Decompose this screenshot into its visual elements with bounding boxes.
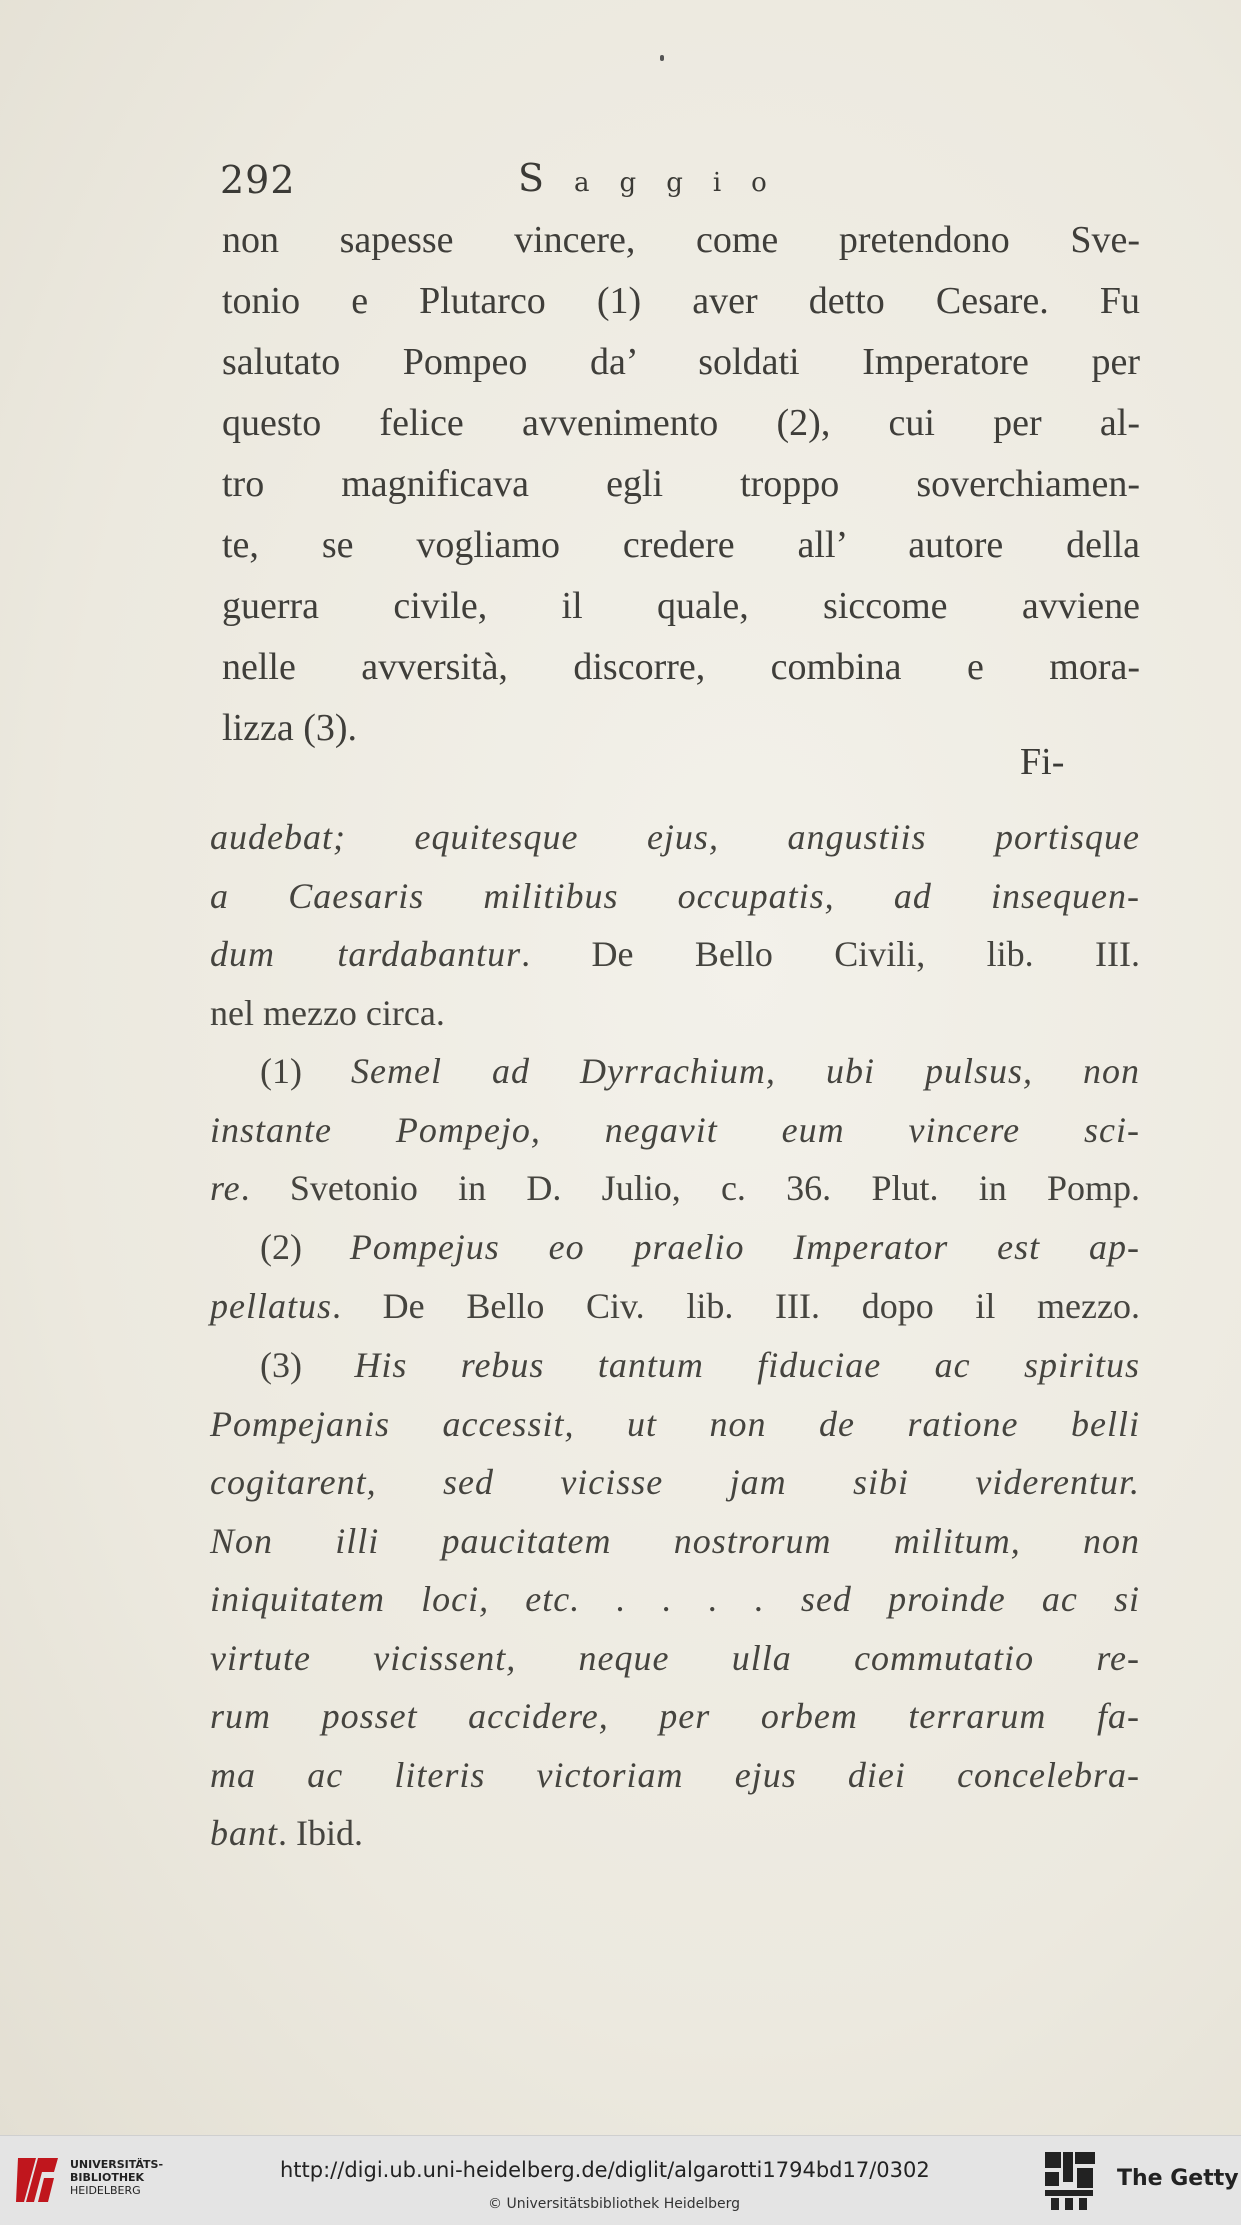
- citation-text: . De Bello Civ. lib. III. dopo il mezzo.: [332, 1285, 1140, 1326]
- footnote-line: [210, 1336, 1140, 1395]
- footnote-2: [210, 1218, 1140, 1335]
- text-line: te, se vogliamo credere all’ autore della: [222, 524, 1140, 566]
- latin-quotation: pellatus: [210, 1285, 332, 1326]
- citation-text: . Svetonio in D. Julio, c. 36. Plut. in Pomp.: [240, 1168, 1140, 1208]
- copyright-notice: © Universitätsbibliothek Heidelberg: [488, 2196, 741, 2212]
- latin-quotation: virtute vicissent, neque ulla commutatio re-: [210, 1637, 1140, 1678]
- footnote-line: [210, 1570, 1140, 1629]
- text-line: lizza (3).: [222, 707, 358, 749]
- footnote-line: [210, 1218, 1140, 1277]
- latin-quotation: a Caesaris militibus occupatis, ad insequen-: [210, 875, 1140, 916]
- footnote-line: [210, 1512, 1140, 1571]
- footnote-1: [210, 1042, 1140, 1218]
- university-library-logo: [14, 2152, 62, 2208]
- footnote-line: [210, 1101, 1140, 1160]
- getty-logo: [1043, 2150, 1098, 2212]
- text-line: tro magnificava egli troppo soverchiamen-: [222, 463, 1140, 505]
- footnote-line: [210, 1453, 1140, 1512]
- footer-bar: [0, 2135, 1241, 2225]
- citation-text: . Ibid.: [278, 1813, 364, 1853]
- latin-quotation: ma ac literis victoriam ejus diei concelebra-: [210, 1754, 1140, 1795]
- text-line: nelle avversità, discorre, combina e mora-: [222, 646, 1140, 688]
- footnote-line: [210, 1804, 1140, 1863]
- footnote-line: [210, 1395, 1140, 1454]
- latin-quotation: His rebus tantum fiduciae ac spiritus: [354, 1345, 1140, 1385]
- text-line: questo felice avvenimento (2), cui per al-: [222, 402, 1140, 444]
- latin-quotation: dum tardabantur: [210, 934, 522, 974]
- ink-speck: [660, 55, 664, 61]
- footnote-line: [210, 867, 1140, 926]
- footnote-line: [210, 808, 1140, 867]
- citation-text: (1): [260, 1051, 351, 1091]
- footnote-line: [210, 1277, 1140, 1336]
- citation-text: nel mezzo circa.: [210, 992, 445, 1033]
- footnote-line: [210, 1042, 1140, 1101]
- main-text: [222, 210, 1140, 759]
- latin-quotation: Pompejanis accessit, ut non de ratione belli: [210, 1403, 1140, 1444]
- footnote-line: [210, 925, 1140, 984]
- page-number: 292: [220, 158, 296, 202]
- footnote-line: [210, 1629, 1140, 1688]
- getty-name: The Getty: [1117, 2166, 1239, 2191]
- latin-quotation: Pompejus eo praelio Imperator est ap-: [349, 1227, 1140, 1267]
- footnote-3: [210, 1336, 1140, 1863]
- running-title-initial: S: [518, 156, 575, 200]
- latin-quotation: bant: [210, 1813, 279, 1853]
- footnote-line: [210, 1159, 1140, 1218]
- latin-quotation: rum posset accidere, per orbem terrarum fa-: [210, 1696, 1140, 1736]
- latin-quotation: iniquitatem loci, etc. . . . . sed proinde ac si: [210, 1579, 1140, 1619]
- text-line: salutato Pompeo da’ soldati Imperatore per: [222, 341, 1140, 383]
- latin-quotation: Non illi paucitatem nostrorum militum, non: [210, 1520, 1140, 1561]
- latin-quotation: audebat; equitesque ejus, angustiis portisque: [210, 817, 1140, 857]
- text-line: non sapesse vincere, come pretendono Sve-: [222, 219, 1140, 261]
- latin-quotation: cogitarent, sed vicisse jam sibi viderentur.: [210, 1462, 1140, 1502]
- running-title-rest: aggio: [574, 168, 797, 198]
- catchword: Fi-: [1020, 741, 1065, 783]
- latin-quotation: Semel ad Dyrrachium, ubi pulsus, non: [350, 1051, 1140, 1091]
- footnote-continuation: [210, 808, 1140, 1042]
- permalink-url[interactable]: http://digi.ub.uni-heidelberg.de/diglit/algarotti1794bd17/0302: [280, 2158, 930, 2182]
- citation-text: (3): [260, 1345, 355, 1385]
- text-line: tonio e Plutarco (1) aver detto Cesare. Fu: [222, 280, 1140, 322]
- footnote-line: [210, 984, 1140, 1043]
- latin-quotation: re: [210, 1168, 241, 1208]
- citation-text: . De Bello Civili, lib. III.: [521, 934, 1140, 974]
- footnote-line: [210, 1746, 1140, 1805]
- library-name: UNIVERSITÄTS- BIBLIOTHEK HEIDELBERG: [70, 2158, 164, 2197]
- text-line: guerra civile, il quale, siccome avviene: [222, 585, 1140, 627]
- running-title: [518, 156, 797, 200]
- footnote-line: [210, 1687, 1140, 1746]
- latin-quotation: instante Pompejo, negavit eum vincere sci-: [210, 1109, 1140, 1150]
- citation-text: (2): [260, 1227, 350, 1267]
